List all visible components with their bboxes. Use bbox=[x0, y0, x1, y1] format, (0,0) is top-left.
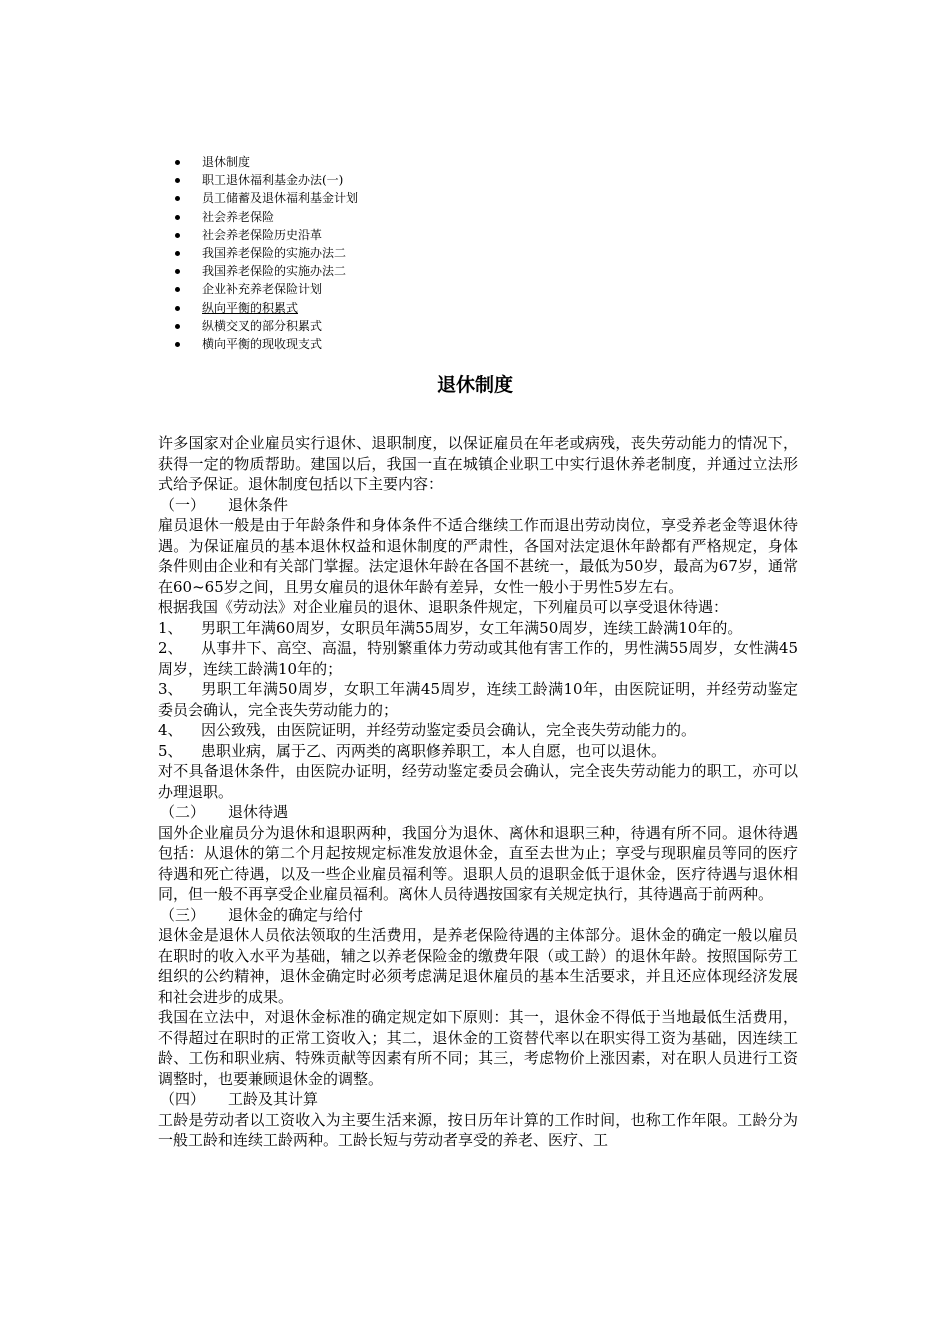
paragraph: 根据我国《劳动法》对企业雇员的退休、退职条件规定，下列雇员可以享受退休待遇： bbox=[158, 598, 729, 616]
toc-link[interactable]: 退休制度 bbox=[202, 155, 251, 169]
toc-link[interactable]: 横向平衡的现收现支式 bbox=[202, 337, 323, 352]
toc-link[interactable]: 企业补充养老保险计划 bbox=[202, 282, 323, 297]
toc-item[interactable] bbox=[175, 335, 358, 353]
table-of-contents bbox=[175, 153, 358, 353]
toc-item[interactable] bbox=[175, 280, 358, 298]
list-item bbox=[158, 618, 798, 639]
toc-link[interactable]: 纵横交叉的部分积累式 bbox=[202, 318, 323, 333]
item-number: 3、 bbox=[158, 680, 183, 698]
toc-link[interactable]: 社会养老保险历史沿革 bbox=[202, 227, 323, 242]
item-text: 男职工年满60周岁，女职员年满55周岁，女工年满50周岁，连续工龄满10年的。 bbox=[201, 618, 743, 637]
section-number: （三） bbox=[160, 905, 206, 924]
section-number: （二） bbox=[160, 803, 206, 821]
toc-item[interactable] bbox=[175, 262, 358, 280]
item-text: 因公致残，由医院证明，并经劳动鉴定委员会确认，完全丧失劳动能力的。 bbox=[201, 721, 697, 739]
toc-link[interactable]: 我国养老保险的实施办法二 bbox=[202, 264, 347, 279]
list-item bbox=[158, 720, 798, 741]
toc-item[interactable] bbox=[175, 317, 358, 335]
section-number: （四） bbox=[160, 1090, 206, 1108]
list-item bbox=[158, 638, 798, 679]
paragraph: 国外企业雇员分为退休和退职两种，我国分为退休、离休和退职三种，待遇有所不同。退休待遇包括：从退休的第二个月起按规定标准发放退休金，直至去世为止；享受与现职雇员等同的医疗待遇和死亡待遇，以及一些企业雇员福利等。退职人员的退职金低于退休金，医疗待遇与退休相同，但一般不再享受企业雇员福利。离休人员待遇按国家有关规定执行，其待遇高于前两种。 bbox=[158, 823, 798, 903]
list-item bbox=[158, 741, 798, 762]
section-heading bbox=[158, 802, 798, 823]
item-number: 4、 bbox=[158, 721, 183, 739]
toc-item[interactable] bbox=[175, 208, 358, 226]
toc-link[interactable]: 社会养老保险 bbox=[202, 209, 275, 224]
toc-link-active[interactable]: 纵向平衡的积累式 bbox=[202, 300, 299, 315]
item-text: 男职工年满50周岁，女职工年满45周岁，连续工龄满10年，由医院证明，并经劳动鉴定委员会确认，完全丧失劳动能力的； bbox=[158, 680, 798, 719]
paragraph: 对不具备退休条件，由医院办证明，经劳动鉴定委员会确认，完全丧失劳动能力的职工，亦可以办理退职。 bbox=[158, 762, 798, 801]
toc-item[interactable] bbox=[175, 244, 358, 262]
toc-item[interactable] bbox=[175, 189, 358, 207]
section-heading bbox=[158, 905, 798, 926]
page-title: 退休制度 bbox=[436, 374, 513, 396]
article-body bbox=[158, 433, 798, 1151]
paragraph: 我国在立法中，对退休金标准的确定规定如下原则：其一，退休金不得低于当地最低生活费用，不得超过在职时的正常工资收入；其二，退休金的工资替代率以在职实得工资为基础，因连续工龄、工伤和职业病、特殊贡献等因素有所不同；其三，考虑物价上涨因素，对在职人员进行工资调整时，也要兼顾退休金的调整。 bbox=[158, 1008, 798, 1088]
item-number: 5、 bbox=[158, 741, 183, 760]
item-text: 从事井下、高空、高温，特别繁重体力劳动或其他有害工作的，男性满55周岁，女性满45周岁，连续工龄满10年的； bbox=[158, 639, 798, 678]
paragraph: 雇员退休一般是由于年龄条件和身体条件不适合继续工作而退出劳动岗位，享受养老金等退休待遇。为保证雇员的基本退休权益和退休制度的严肃性，各国对法定退休年龄都有严格规定，身体条件则由企业和有关部门掌握。法定退休年龄在各国不甚统一，最低为50岁，最高为67岁，通常在60~65岁之间，且男女雇员的退休年龄有差异，女性一般小于男性5岁左右。 bbox=[158, 516, 798, 596]
section-heading bbox=[158, 495, 798, 516]
toc-link[interactable]: 我国养老保险的实施办法二 bbox=[202, 246, 347, 261]
toc-item[interactable] bbox=[175, 153, 358, 171]
intro-paragraph: 许多国家对企业雇员实行退休、退职制度，以保证雇员在年老或病残，丧失劳动能力的情况下，获得一定的物质帮助。建国以后，我国一直在城镇企业职工中实行退休养老制度，并通过立法形式给予保证。退休制度包括以下主要内容： bbox=[158, 434, 798, 493]
toc-link[interactable]: 员工储蓄及退休福利基金计划 bbox=[202, 191, 359, 206]
item-number: 1、 bbox=[158, 618, 183, 637]
item-number: 2、 bbox=[158, 639, 183, 657]
toc-item[interactable] bbox=[175, 171, 358, 189]
section-title: 退休条件 bbox=[228, 495, 289, 514]
toc-item[interactable] bbox=[175, 299, 358, 317]
section-number: （一） bbox=[160, 495, 206, 514]
paragraph: 工龄是劳动者以工资收入为主要生活来源，按日历年计算的工作时间，也称工作年限。工龄分为一般工龄和连续工龄两种。工龄长短与劳动者享受的养老、医疗、工 bbox=[158, 1110, 798, 1149]
section-title: 退休待遇 bbox=[228, 803, 289, 821]
toc-item[interactable] bbox=[175, 226, 358, 244]
item-text: 患职业病，属于乙、丙两类的离职修养职工，本人自愿，也可以退休。 bbox=[201, 741, 667, 760]
section-title: 工龄及其计算 bbox=[228, 1090, 319, 1108]
section-title: 退休金的确定与给付 bbox=[228, 905, 364, 924]
toc-link[interactable]: 职工退休福利基金办法(一) bbox=[202, 173, 344, 188]
list-item bbox=[158, 679, 798, 720]
section-heading bbox=[158, 1089, 798, 1110]
paragraph: 退休金是退休人员依法领取的生活费用，是养老保险待遇的主体部分。退休金的确定一般以雇员在职时的收入水平为基础，辅之以养老保险金的缴费年限（或工龄）的退休年龄。按照国际劳工组织的公约精神，退休金确定时必须考虑满足退休雇员的基本生活要求，并且还应体现经济发展和社会进步的成果。 bbox=[158, 926, 798, 1006]
